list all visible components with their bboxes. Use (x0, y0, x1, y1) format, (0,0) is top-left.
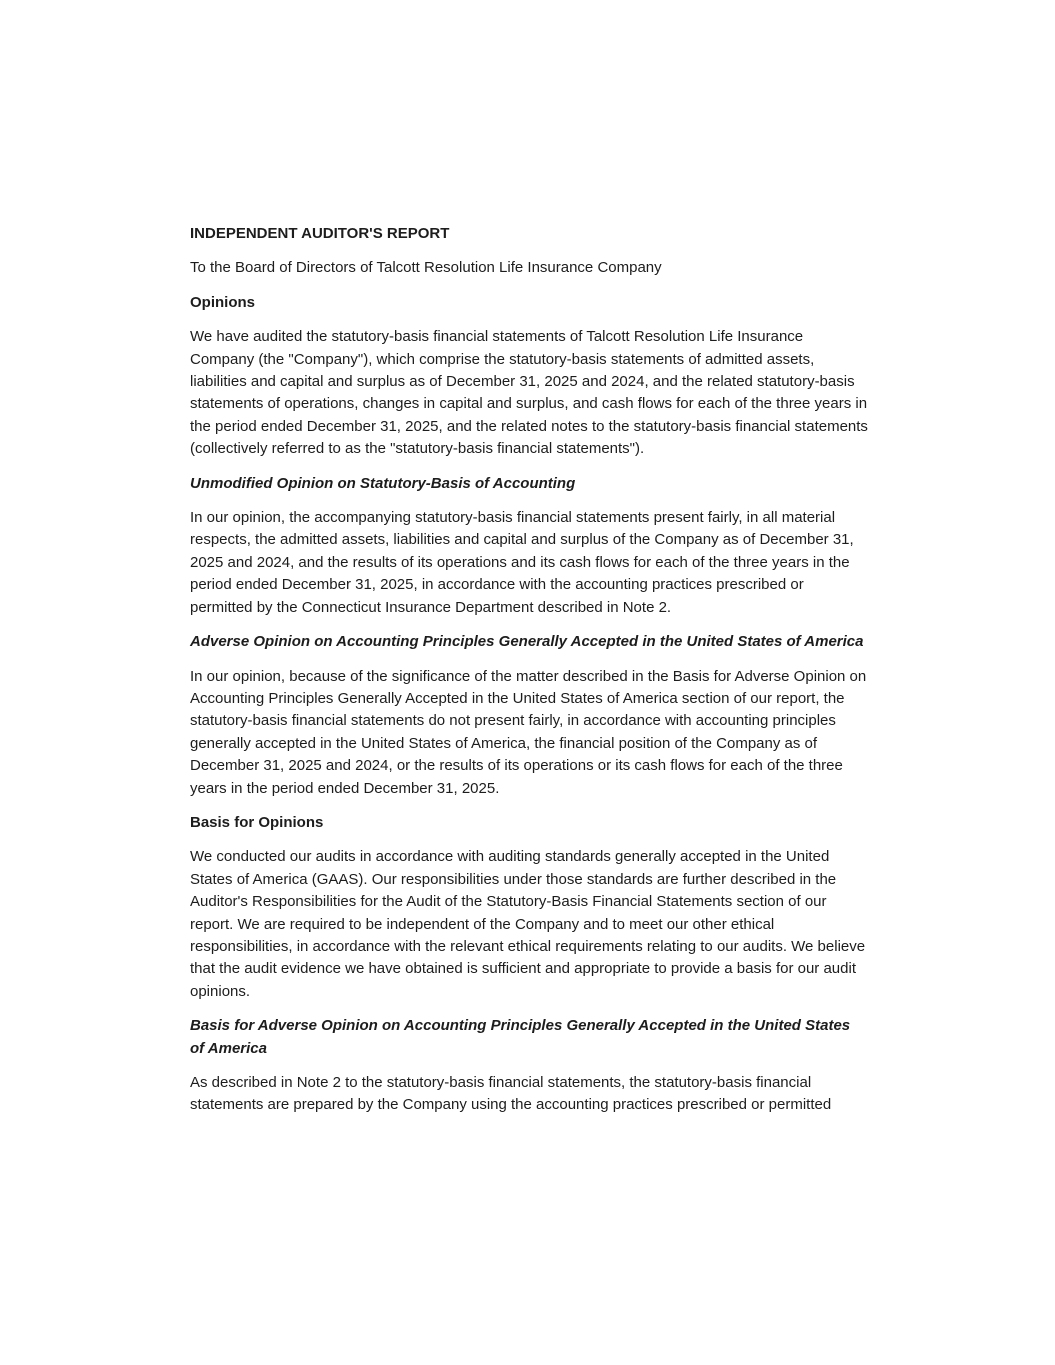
report-title: INDEPENDENT AUDITOR'S REPORT (190, 225, 450, 242)
heading-basis-for-adverse-opinion: Basis for Adverse Opinion on Accounting Principles Generally Accepted in the United States of America (190, 1017, 851, 1057)
paragraph-basis-for-opinions: We conducted our audits in accordance with auditing standards generally accepted in the United States of America (GAAS). Our responsibilities under those standards are further described in the Auditor's Responsibilities for the Audit of the Statutory-Basis Financial Statements section of our report. We are required to be independent of the Company and to meet our other ethical responsibilities, in accordance with the relevant ethical requirements relating to our audits. We believe that the audit evidence we have obtained is sufficient and appropriate to provide a basis for our audit opinions. (190, 848, 866, 1000)
heading-adverse-opinion: Adverse Opinion on Accounting Principles Generally Accepted in the United States of America (190, 633, 864, 651)
paragraph-adverse-opinion: In our opinion, because of the significance of the matter described in the Basis for Adverse Opinion on Accounting Principles Generally Accepted in the United States of America section of our report, the statutory-basis financial statements do not present fairly, in accordance with accounting principles generally accepted in the United States of America, the financial position of the Company as of December 31, 2025 and 2024, or the results of its operations or its cash flows for each of the three years in the period ended December 31, 2025. (190, 667, 867, 797)
paragraph-basis-for-adverse-opinion: As described in Note 2 to the statutory-basis financial statements, the statutory-basis financial statements are prepared by the Company using the accounting practices prescribed or permitted (190, 1074, 832, 1114)
heading-basis-for-opinions: Basis for Opinions (190, 813, 324, 831)
paragraph-opinions: We have audited the statutory-basis financial statements of Talcott Resolution Life Insurance Company (the "Company"), which comprise the statutory-basis statements of admitted assets, liabilities and capital and surplus as of December 31, 2025 and 2024, and the related statutory-basis statements of operations, changes in capital and surplus, and cash flows for each of the three years in the period ended December 31, 2025, and the related notes to the statutory-basis financial statements (collectively referred to as the "statutory-basis financial statements"). (190, 328, 868, 458)
heading-unmodified-opinion: Unmodified Opinion on Statutory-Basis of Accounting (190, 474, 576, 492)
report-content (190, 223, 868, 1129)
paragraph-unmodified-opinion: In our opinion, the accompanying statutory-basis financial statements present fairly, in all material respects, the admitted assets, liabilities and capital and surplus of the Company as of December 31, 2025 and 2024, and the results of its operations and its cash flows for each of the three years in the period ended December 31, 2025, in accordance with the accounting practices prescribed or permitted by the Connecticut Insurance Department described in Note 2. (190, 509, 854, 616)
addressee-line: To the Board of Directors of Talcott Resolution Life Insurance Company (190, 259, 662, 277)
heading-opinions: Opinions (190, 293, 255, 311)
